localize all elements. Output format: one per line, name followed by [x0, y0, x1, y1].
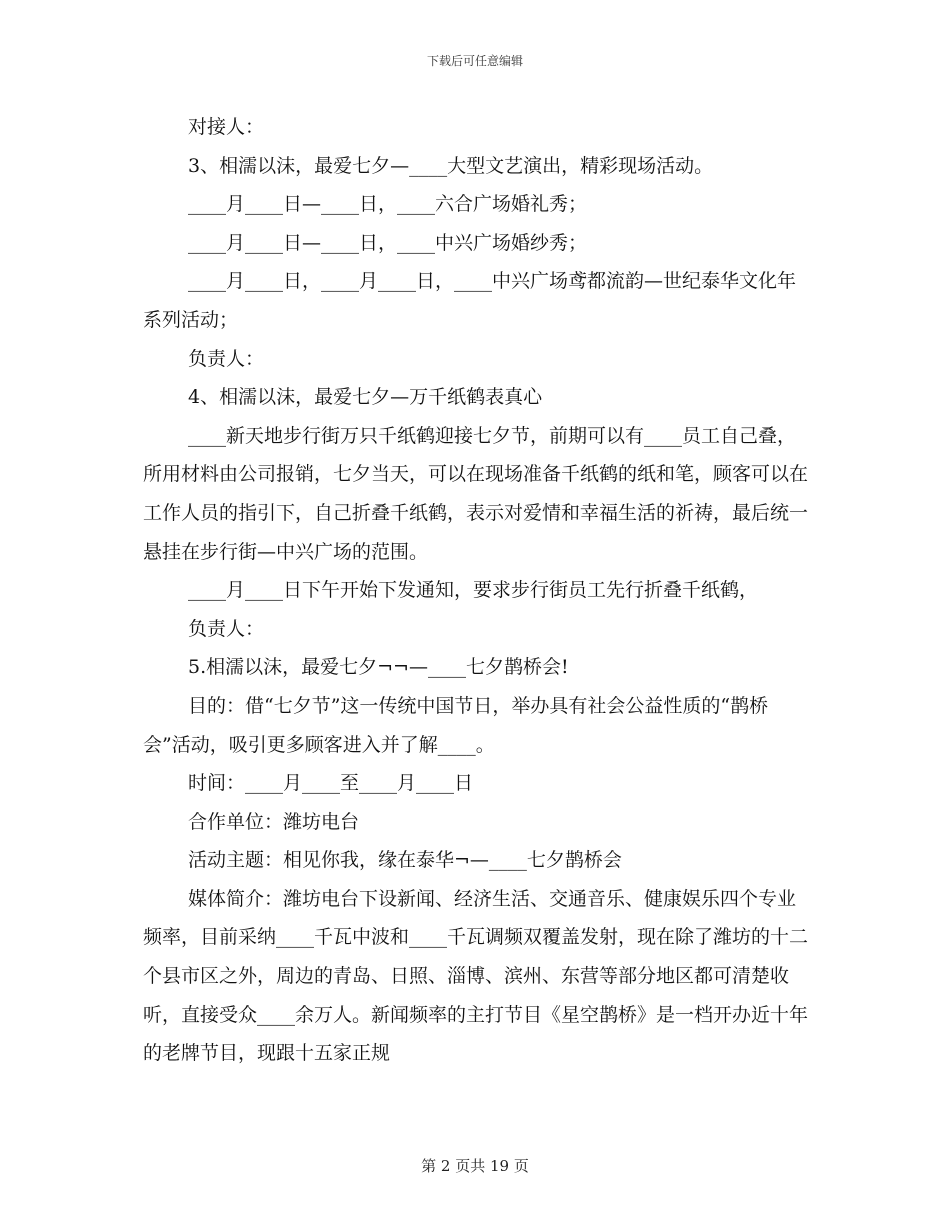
page-header: 下载后可任意编辑: [426, 54, 523, 68]
paragraph: 5.相濡以沫，最爱七夕¬¬—____七夕鹊桥会!: [188, 656, 569, 679]
paragraph: 目的：借“七夕节”这一传统中国节日，举办具有社会公益性质的“鹊桥会”活动，吸引更多顾客进入并了解____。: [143, 694, 769, 756]
paragraph: ____月____日—____日，____中兴广场婚纱秀；: [188, 231, 588, 254]
paragraph: 合作单位：潍坊电台: [188, 810, 360, 833]
paragraph: ____新天地步行街万只千纸鹤迎接七夕节，前期可以有____员工自己叠，所用材料由公司报销，七夕当天，可以在现场准备千纸鹤的纸和笔，顾客可以在工作人员的指引下，自己折叠千纸鹤，表示对爱情和幸福生活的祈祷，最后统一悬挂在步行街—中兴广场的范围。: [143, 424, 809, 563]
paragraph: ____月____日—____日，____六合广场婚礼秀；: [188, 193, 588, 216]
paragraph: 对接人：: [188, 116, 265, 138]
document-body: [143, 108, 808, 1073]
paragraph: ____月____日下午开始下发通知，要求步行街员工先行折叠千纸鹤，: [188, 579, 759, 602]
paragraph: 3、相濡以沫，最爱七夕—____大型文艺演出，精彩现场活动。: [188, 154, 714, 177]
paragraph: 媒体简介：潍坊电台下设新闻、经济生活、交通音乐、健康娱乐四个专业频率，目前采纳____千瓦中波和____千瓦调频双覆盖发射，现在除了潍坊的十二个县市区之外，周边的青岛、日照、淄博、滨州、东营等部分地区都可清楚收听，直接受众____余万人。新闻频率的主打节目《星空鹊桥》是一档开办近十年的老牌节目，现跟十五家正规: [143, 887, 809, 1065]
paragraph: 时间：____月____至____月____日: [188, 772, 474, 795]
paragraph: 负责人：: [188, 347, 265, 370]
paragraph: ____月____日，____月____日，____中兴广场鸢都流韵—世纪泰华文化年系列活动；: [143, 270, 797, 331]
paragraph: 4、相濡以沫，最爱七夕—万千纸鹤表真心: [188, 386, 543, 409]
paragraph: 活动主题：相见你我，缘在泰华¬—____七夕鹊桥会: [188, 849, 622, 872]
page-footer: 第 2 页共 19 页: [421, 1157, 529, 1175]
paragraph: 负责人：: [188, 617, 265, 640]
